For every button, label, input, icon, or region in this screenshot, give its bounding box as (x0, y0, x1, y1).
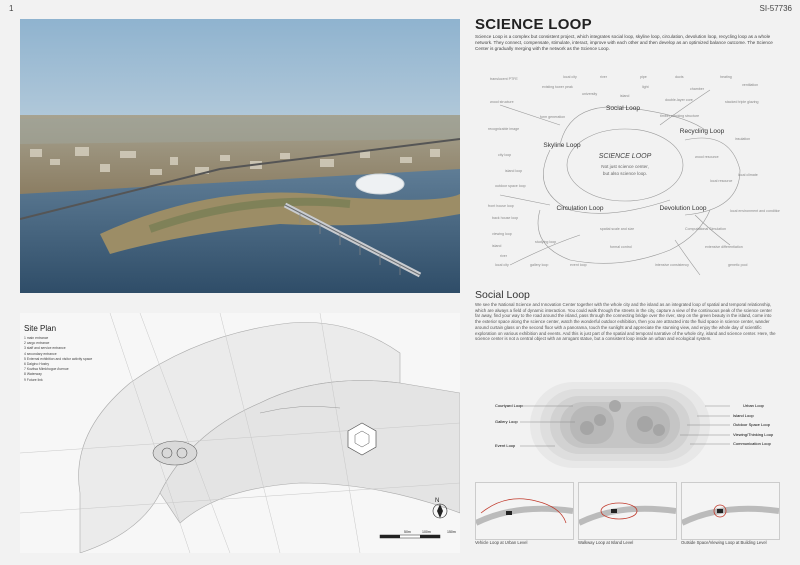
legend-item: 3 staff and service entrance (24, 346, 66, 351)
diagram-center-sub1: Not just science center, (601, 164, 649, 169)
site-plan-title: Site Plan (24, 324, 57, 333)
science-loop-diagram (470, 70, 780, 295)
diagram-keyword: front house loop (488, 204, 514, 208)
courtyard-loop-label: Courtyard Loop (495, 403, 523, 408)
vehicle-loop-thumb (475, 482, 574, 540)
diagram-keyword: extensive differentiation (705, 245, 743, 249)
island-loop-label: Island Loop (733, 413, 754, 418)
diagram-keyword: island (492, 244, 502, 248)
diagram-center-sub2: but also science loop. (602, 171, 648, 176)
loop-thumbnails (475, 482, 778, 550)
diagram-keyword: spatial scale and size (600, 227, 635, 231)
vehicle-loop-caption: Vehicle Loop at Urban Level (475, 540, 528, 545)
diagram-keyword: genetic pool (728, 263, 748, 267)
diagram-keyword: ducts (675, 75, 684, 79)
diagram-keyword: double-layer core (665, 98, 693, 102)
legend-item: 9 Future link (24, 377, 43, 382)
diagram-keyword: outdoor space loop (495, 184, 526, 188)
diagram-keyword: river (600, 75, 607, 79)
intro-text: Science Loop is a complex but consistent project, which integrates social loop, skyline loop, circulation, devolution loop, recycling loop as a whole network. They connect, compensate, stimulate, interact, improve with each other and then develop as an optimized balance outcome. The Science Center is gradually merging with the network as the Science Loop. (475, 34, 773, 51)
legend-item: 4 secondary entrance (24, 351, 57, 356)
page-number: 1 (9, 4, 14, 13)
diagram-keyword: river (500, 254, 507, 258)
diagram-keyword: insulation (735, 137, 751, 141)
diagram-keyword: chamber (690, 87, 704, 91)
diagram-keyword: gallery loop (530, 263, 549, 267)
walkway-loop-caption: Walkway Loop at Island Level (578, 540, 634, 545)
gallery-loop-label: Gallery Loop (495, 419, 518, 424)
diagram-keyword: local resource (710, 179, 733, 183)
scale-50m: 50m (404, 530, 411, 534)
scale-150m: 150m (447, 530, 456, 534)
north-arrow-label: N (435, 498, 440, 504)
diagram-keyword: wood resource (695, 155, 719, 159)
social-loop-title: Social Loop (475, 289, 530, 301)
diagram-keyword: local environment and condition (730, 209, 780, 213)
diagram-keyword: stacked triple glazing (725, 100, 759, 104)
outdoor-space-loop-label: Outdoor Space Loop (733, 422, 770, 427)
diagram-keyword: ventilation (742, 83, 759, 87)
diagram-keyword: timber stacking structure (660, 114, 700, 118)
outside-space-loop-thumb (681, 482, 780, 540)
diagram-keyword: translucent PTFE (490, 77, 518, 81)
diagram-keyword: studying loop (535, 240, 557, 244)
diagram-keyword: heating (720, 75, 732, 79)
diagram-keyword: back house loop (492, 216, 519, 220)
diagram-keyword: university (582, 92, 598, 96)
diagram-keyword: formal control (610, 245, 632, 249)
devolution-loop-label: Devolution Loop (659, 205, 707, 212)
diagram-keyword: local climate (738, 173, 758, 177)
diagram-keyword: light (642, 85, 649, 89)
recycling-loop-label: Recycling Loop (679, 128, 725, 135)
nested-loop-diagram (475, 380, 778, 470)
diagram-keyword: city loop (498, 153, 512, 157)
social-loop-text: We see the National Science and Innovation Center together with the whole city and the island as an integrated loop of spatial and temporal relationship, which are always a field of dynamic interaction. You could walk through the streets in the city, capture a view of the continuous peak of the science center far away, find your way to the road around the island, pass through the connecting bridge over the river, step on the green beauty in the island, come into the exterior space along the science center, watch the wonderful outdoor exhibition, then you are attracted into the fluid space in science center, wander around curtain glass on the second floor with a panorama, touch the sunlight and appreciate the stunning view, and enjoy the whole day of scientific exploration on various exhibition and events. And this is just part of the spatial and temporal narrative of the whole city, island and science center. Here, the science center is not a central object with an arrogant statue, but a consistent loop inside an urban and ecological system. (475, 302, 776, 342)
viewing-loop-label: Viewing/Thinking Loop (733, 432, 774, 437)
communication-loop-label: Communication Loop (733, 441, 771, 446)
walkway-loop-thumb (578, 482, 677, 540)
diagram-keyword: island (620, 94, 630, 98)
legend-item: 8 Waterway (24, 372, 42, 377)
circulation-loop-label: Circulation Loop (556, 205, 604, 212)
page-title: SCIENCE LOOP (475, 16, 592, 33)
diagram-keyword: wood structure (490, 100, 514, 104)
diagram-keyword: island loop (505, 169, 523, 173)
diagram-center-title: SCIENCE LOOP (598, 153, 652, 160)
legend-item: 6 Dalgino Hostry (24, 362, 50, 367)
aerial-rendering (20, 19, 460, 293)
social-loop-label: Social Loop (606, 105, 640, 112)
event-loop-label: Event Loop (495, 443, 516, 448)
diagram-keyword: existing tower peak (542, 85, 573, 89)
site-plan-legend (24, 336, 104, 383)
diagram-keyword: viewing loop (492, 232, 512, 236)
urban-loop-label: Urban Loop (743, 403, 764, 408)
diagram-keyword: event loop (570, 263, 587, 267)
diagram-keyword: Computational Simulation (685, 227, 726, 231)
diagram-keyword: recognizable image (488, 127, 520, 131)
skyline-loop-label: Skyline Loop (543, 142, 581, 149)
diagram-keyword: local city (495, 263, 509, 267)
diagram-keyword: intensive consistency (655, 263, 689, 267)
outside-space-loop-caption: Outside Space/Viewing Loop at Building Level (681, 540, 767, 545)
legend-item: 7 Kozitsa Mimkhogoe Avenue (24, 367, 69, 372)
entry-code: SI-57736 (759, 4, 792, 13)
legend-item: 5 External exhibition and visitor activity space (24, 356, 93, 361)
legend-item: 1 main entrance (24, 336, 49, 340)
legend-item: 2 cargo entrance (24, 341, 50, 346)
scale-100m: 100m (422, 530, 431, 534)
diagram-keyword: local city (563, 75, 577, 79)
diagram-keyword: form generation (540, 115, 566, 119)
diagram-keyword: pipe (640, 75, 647, 79)
